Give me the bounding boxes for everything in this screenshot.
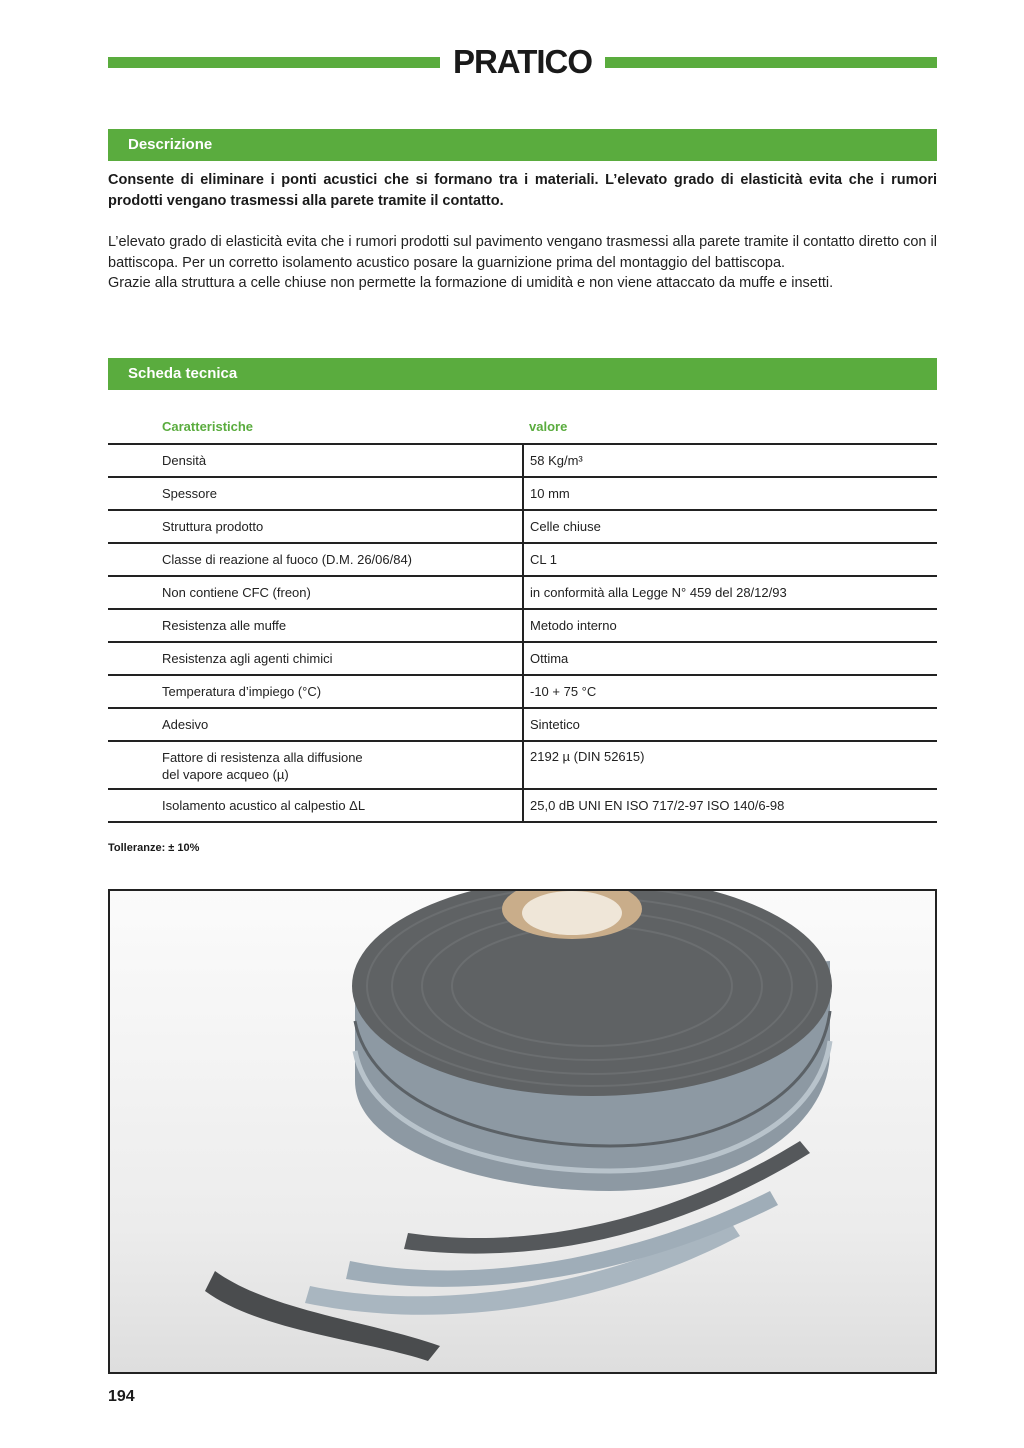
product-photo <box>108 889 937 1374</box>
title-rule-right <box>605 57 937 68</box>
spec-table-header <box>108 410 937 444</box>
table-row <box>108 543 937 576</box>
page-title: PRATICO <box>452 43 593 80</box>
table-row <box>108 741 937 789</box>
row-label: Resistenza alle muffe <box>108 609 523 642</box>
description-paragraph: Grazie alla struttura a celle chiuse non permette la formazione di umidità e non viene attaccato da muffe e insetti. <box>108 275 834 291</box>
row-value: 10 mm <box>523 477 937 510</box>
row-label: Isolamento acustico al calpestio ΔL <box>108 789 523 822</box>
section-heading-scheda-tecnica: Scheda tecnica <box>108 358 937 390</box>
row-value: -10 + 75 °C <box>523 675 937 708</box>
row-value: Metodo interno <box>523 609 937 642</box>
table-row <box>108 444 937 477</box>
spec-table <box>108 410 937 823</box>
table-row <box>108 789 937 822</box>
row-label: Classe di reazione al fuoco (D.M. 26/06/84) <box>108 543 523 576</box>
table-row <box>108 708 937 741</box>
row-label: Densità <box>108 444 523 477</box>
row-value: Ottima <box>523 642 937 675</box>
title-rule-left <box>108 57 440 68</box>
row-label: Adesivo <box>108 708 523 741</box>
row-value: CL 1 <box>523 543 937 576</box>
title-row <box>108 42 937 82</box>
table-row <box>108 609 937 642</box>
row-value: 2192 µ (DIN 52615) <box>523 741 937 789</box>
row-label: Resistenza agli agenti chimici <box>108 642 523 675</box>
core-hole <box>522 891 622 935</box>
tape-roll-illustration <box>110 891 935 1372</box>
tolerance-note: Tolleranze: ± 10% <box>108 842 200 854</box>
row-value: Celle chiuse <box>523 510 937 543</box>
table-row <box>108 576 937 609</box>
column-header-characteristics: Caratteristiche <box>108 410 523 444</box>
row-label: Temperatura d’impiego (°C) <box>108 675 523 708</box>
table-row <box>108 477 937 510</box>
row-value: 25,0 dB UNI EN ISO 717/2-97 ISO 140/6-98 <box>523 789 937 822</box>
row-label: Struttura prodotto <box>108 510 523 543</box>
row-value: Sintetico <box>523 708 937 741</box>
description-intro: Consente di eliminare i ponti acustici che si formano tra i materiali. L’elevato grado di elasticità evita che i rumori prodotti vengano trasmessi alla parete tramite il contatto. <box>108 172 937 209</box>
description-body <box>108 232 937 294</box>
row-value: in conformità alla Legge N° 459 del 28/12/93 <box>523 576 937 609</box>
row-value: 58 Kg/m³ <box>523 444 937 477</box>
row-label-text: Fattore di resistenza alla diffusione del vapore acqueo (µ) <box>162 750 363 782</box>
row-label: Non contiene CFC (freon) <box>108 576 523 609</box>
table-row <box>108 675 937 708</box>
table-row <box>108 510 937 543</box>
column-header-value: valore <box>523 410 937 444</box>
row-label: Spessore <box>108 477 523 510</box>
description-paragraph: L’elevato grado di elasticità evita che i rumori prodotti sul pavimento vengano trasmessi alla parete tramite il contatto diretto con il battiscopa. Per un corretto isolamento acustico posare la guarnizione prima del montaggio del battiscopa. <box>108 234 937 271</box>
table-row <box>108 642 937 675</box>
row-label <box>108 741 523 789</box>
section-heading-descrizione: Descrizione <box>108 129 937 161</box>
page-number: 194 <box>108 1388 135 1405</box>
